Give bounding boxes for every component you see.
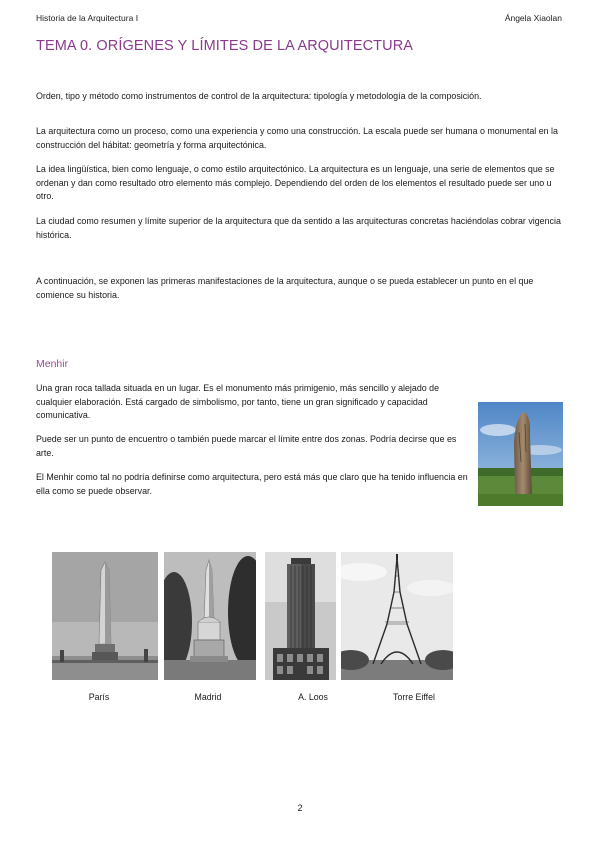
paragraph: La ciudad como resumen y límite superior de la arquitectura que da sentido a las arquitecturas concretas haciéndolas cobrar vigencia histórica. [36, 216, 561, 240]
eiffel-tower-photo [341, 552, 453, 680]
running-header-author: Ángela Xiaolan [504, 13, 562, 23]
paris-obelisk-photo [52, 552, 158, 680]
photo-caption: Torre Eiffel [393, 692, 435, 702]
menhir-photo [478, 402, 563, 506]
paragraph: El Menhir como tal no podría definirse como arquitectura, pero está más que claro que ha tenido influencia en ella como se puede observar. [36, 472, 468, 496]
paragraph: Orden, tipo y método como instrumentos de control de la arquitectura: tipología y metodología de la composición. [36, 91, 482, 101]
running-header-course: Historia de la Arquitectura I [36, 13, 139, 23]
loos-tower-photo [265, 552, 336, 680]
paragraph: Una gran roca tallada situada en un lugar. Es el monumento más primigenio, más sencillo y alejado de cualquier elaboración. Está cargado de simbolismo, por tanto, tiene un gran significado y capacidad comunicativa. [36, 383, 440, 421]
paragraph: La idea lingüística, bien como lenguaje, o como estilo arquitectónico. La arquitectura es un lenguaje, una serie de elementos que se ordenan y dan como resultado otro elemento más complejo. Dependiendo del orden de los elementos el resultado puede ser uno u otro. [36, 164, 555, 202]
page-number: 2 [297, 803, 303, 813]
photo-caption: París [88, 692, 110, 702]
photo-caption: Madrid [194, 692, 222, 702]
madrid-obelisk-photo [164, 552, 256, 680]
paragraph: La arquitectura como un proceso, como una experiencia y como una construcción. La escala puede ser humana o monumental en la construcción del hábitat: geometría y forma arquitectónica. [36, 126, 558, 150]
photo-caption: A. Loos [298, 692, 328, 702]
paragraph: A continuación, se exponen las primeras manifestaciones de la arquitectura, aunque o se pueda establecer un punto en el que comience su historia. [36, 276, 534, 300]
section-heading-menhir: Menhir [36, 358, 69, 370]
paragraph: Puede ser un punto de encuentro o también puede marcar el límite entre dos zonas. Podría decirse que es arte. [36, 434, 457, 458]
page-title: TEMA 0. ORÍGENES Y LÍMITES DE LA ARQUITECTURA [36, 38, 414, 54]
